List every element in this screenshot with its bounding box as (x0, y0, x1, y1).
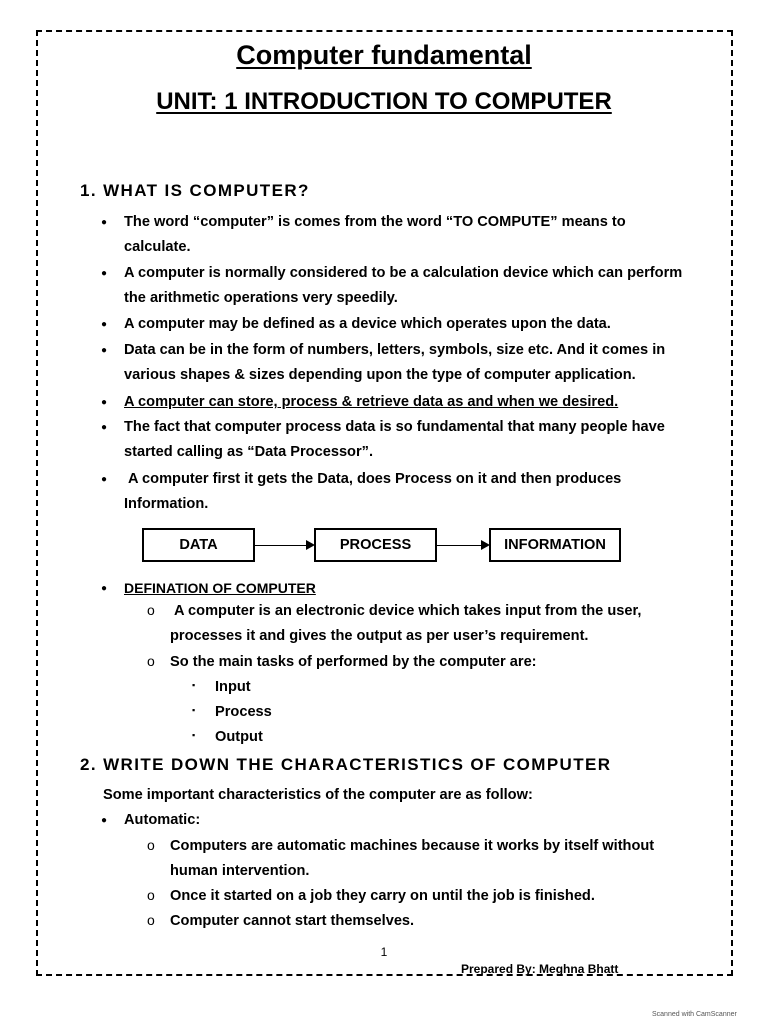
s1-bullet2-line2: the arithmetic operations very speedily. (124, 290, 398, 306)
bullet-circle: o (147, 887, 155, 903)
def1-line1: A computer is an electronic device which takes input from the user, (174, 603, 642, 619)
unit-title: UNIT: 1 INTRODUCTION TO COMPUTER (156, 88, 612, 115)
page-number: 1 (380, 945, 388, 959)
flow-arrow (255, 545, 313, 546)
bullet-disc: ● (101, 474, 108, 485)
def2-line1: So the main tasks of performed by the computer are: (170, 654, 537, 670)
bullet-disc: ● (101, 583, 108, 594)
s1-bullet6-line2: started calling as “Data Processor”. (124, 444, 374, 460)
s2-a3-line1: Computer cannot start themselves. (170, 913, 415, 929)
s1-bullet4-line2: various shapes & sizes depending upon the type of computer application. (124, 367, 636, 383)
bullet-circle: o (147, 837, 155, 853)
bullet-square: ▪ (192, 680, 196, 690)
bullet-circle: o (147, 912, 155, 928)
task-process: Process (215, 704, 272, 720)
flow-arrow (437, 545, 488, 546)
s2-intro: Some important characteristics of the computer are as follow: (103, 787, 533, 803)
flow-box-process: PROCESS (314, 528, 437, 562)
bullet-circle: o (147, 653, 155, 669)
s2-a2-line1: Once it started on a job they carry on until the job is finished. (170, 888, 595, 904)
bullet-square: ▪ (192, 705, 196, 715)
s1-bullet4-line1: Data can be in the form of numbers, letters, symbols, size etc. And it comes in (124, 342, 666, 358)
s1-bullet2-line1: A computer is normally considered to be a calculation device which can perform (124, 265, 683, 281)
flow-box-information: INFORMATION (489, 528, 621, 562)
definition-heading: DEFINATION OF COMPUTER (124, 580, 316, 596)
s1-bullet5-line1: A computer can store, process & retrieve data as and when we desired. (124, 394, 619, 410)
scanner-watermark: Scanned with CamScanner (652, 1011, 737, 1018)
bullet-circle: o (147, 602, 155, 618)
task-output: Output (215, 729, 263, 745)
s2-a1-line1: Computers are automatic machines because it works by itself without (170, 838, 655, 854)
s1-bullet1-line1: The word “computer” is comes from the word “TO COMPUTE” means to (124, 214, 626, 230)
bullet-disc: ● (101, 422, 108, 433)
bullet-disc: ● (101, 268, 108, 279)
s1-bullet7-line2: Information. (124, 496, 209, 512)
s1-bullet6-line1: The fact that computer process data is so fundamental that many people have (124, 419, 665, 435)
bullet-disc: ● (101, 397, 108, 408)
s1-bullet1-line2: calculate. (124, 239, 191, 255)
flow-box-data: DATA (142, 528, 255, 562)
bullet-square: ▪ (192, 730, 196, 740)
def1-line2: processes it and gives the output as per user’s requirement. (170, 628, 589, 644)
prepared-by: Prepared By: Meghna Bhatt (461, 962, 619, 976)
s2-a1-line2: human intervention. (170, 863, 310, 879)
s1-bullet3-line1: A computer may be defined as a device which operates upon the data. (124, 316, 611, 332)
bullet-disc: ● (101, 815, 108, 826)
section1-heading: 1. WHAT IS COMPUTER? (80, 181, 310, 200)
section2-heading: 2. WRITE DOWN THE CHARACTERISTICS OF COMPUTER (80, 755, 612, 774)
bullet-disc: ● (101, 319, 108, 330)
s1-bullet7-line1: A computer first it gets the Data, does Process on it and then produces (128, 471, 622, 487)
document-title: Computer fundamental (236, 40, 532, 70)
bullet-disc: ● (101, 345, 108, 356)
task-input: Input (215, 679, 251, 695)
bullet-disc: ● (101, 217, 108, 228)
s2-automatic: Automatic: (124, 812, 201, 828)
